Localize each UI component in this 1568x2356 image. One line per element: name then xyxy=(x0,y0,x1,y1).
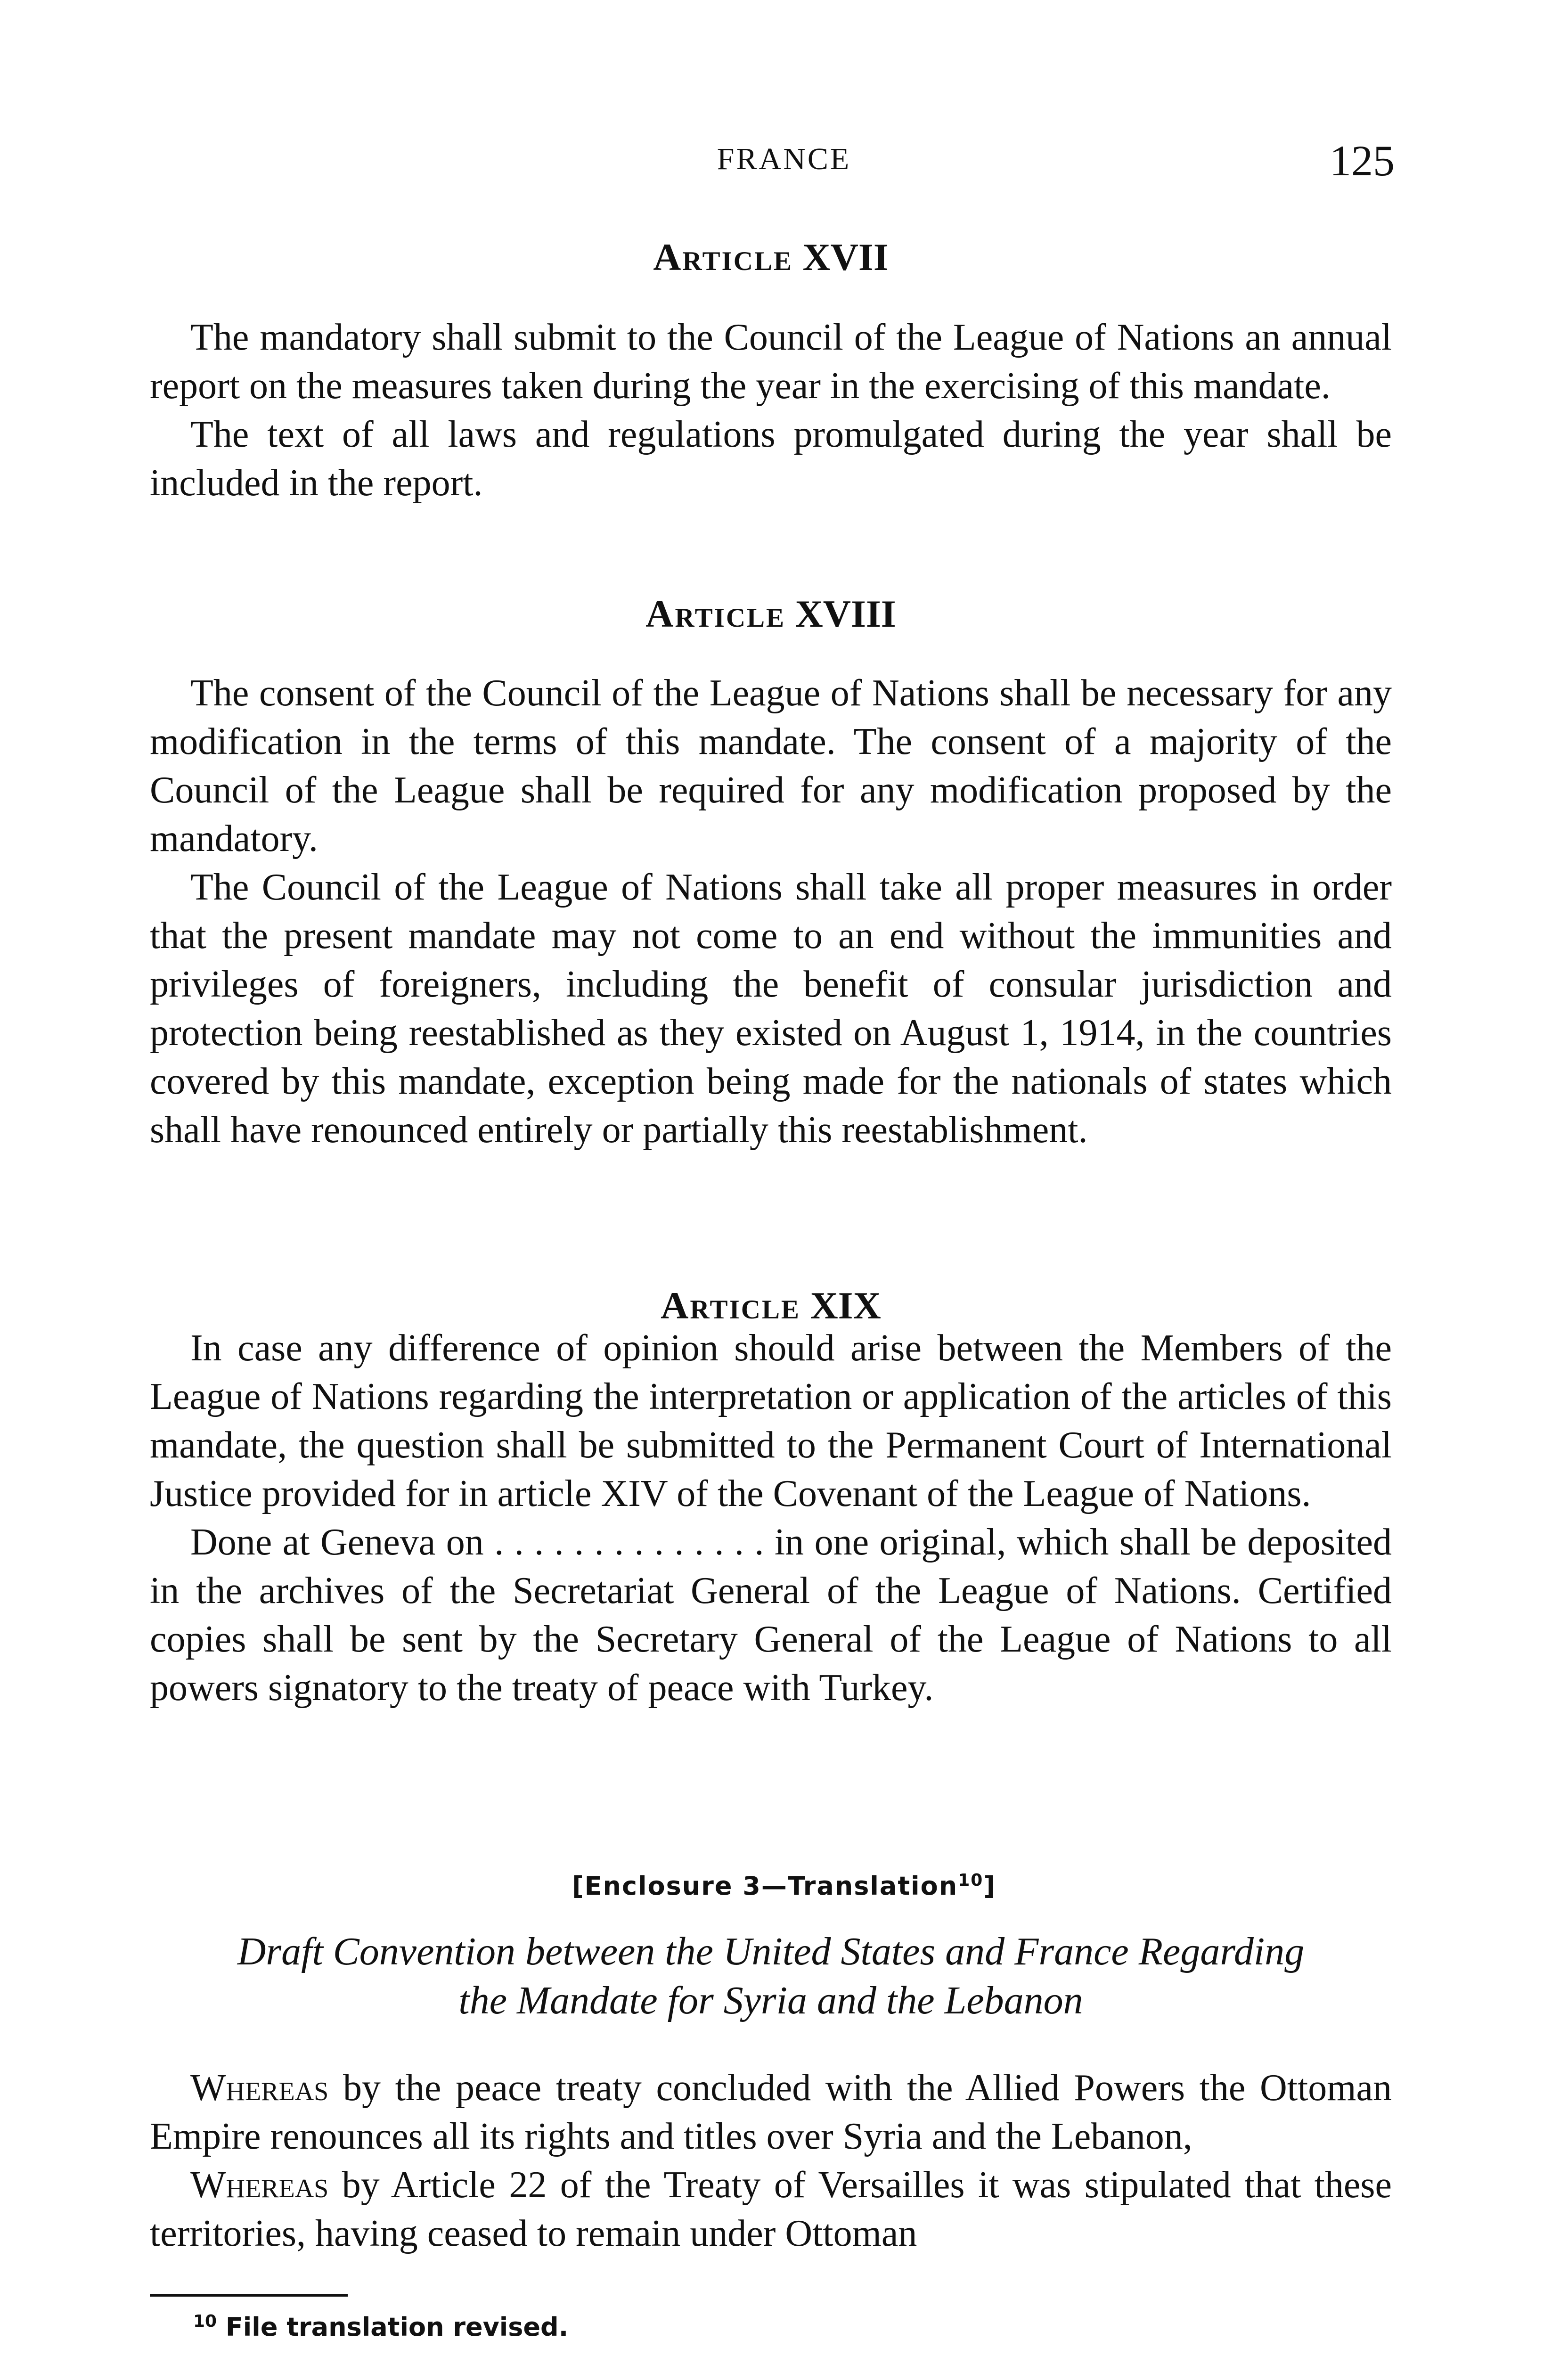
footnote xyxy=(193,2312,568,2342)
enclosure-text: [Enclosure 3—Translation xyxy=(572,1871,958,1901)
whereas-text: by the peace treaty concluded with the Allied Powers the Ottoman Empire renounces all its rights and titles over Syria and the Lebanon, xyxy=(150,2067,1392,2157)
article-19-body xyxy=(150,1324,1392,1712)
footnote-reference: 10 xyxy=(958,1871,984,1890)
footnote-divider xyxy=(150,2294,348,2297)
article-17-body xyxy=(150,313,1392,507)
running-header: FRANCE xyxy=(717,142,851,176)
article-19-heading-block xyxy=(150,1286,1392,1325)
whereas-clause-2 xyxy=(150,2161,1392,2258)
draft-title-line-2: the Mandate for Syria and the Lebanon xyxy=(458,1979,1083,2022)
whereas-text: by Article 22 of the Treaty of Versailles it was stipulated that these territories, having ceased to remain under Ottoman xyxy=(150,2164,1392,2254)
article-19-paragraph-1: In case any difference of opinion should arise between the Members of the League of Nations regarding the interpretation or application of the articles of this mandate, the question shall be submitted to the Permanent Court of International Justice provided for in article XIV of the Covenant of the League of Nations. xyxy=(150,1327,1392,1514)
article-17-heading-block xyxy=(150,238,1392,277)
article-numeral: XVIII xyxy=(795,592,896,635)
article-label: Article xyxy=(653,236,793,278)
article-17-heading xyxy=(150,238,1392,277)
article-19-heading xyxy=(150,1286,1392,1325)
enclosure-caption xyxy=(0,1871,1568,1901)
footnote-text: File translation revised. xyxy=(217,2312,569,2342)
draft-title-line-1: Draft Convention between the United States and France Regarding xyxy=(237,1930,1305,1973)
article-18-heading-block xyxy=(150,592,1392,635)
article-18-paragraph-2: The Council of the League of Nations shall take all proper measures in order that the present mandate may not come to an end without the immunities and privileges of foreigners, including the benefit of consular jurisdiction and protection being reestablished as they existed on August 1, 1914, in the countries covered by this mandate, exception being made for the nationals of states which shall have renounced entirely or partially this reestablishment. xyxy=(150,867,1392,1151)
article-17-paragraph-2: The text of all laws and regulations promulgated during the year shall be included in the report. xyxy=(150,414,1392,504)
footnote-number: 10 xyxy=(193,2312,217,2331)
enclosure-close: ] xyxy=(983,1871,996,1901)
article-18-heading xyxy=(150,592,1392,635)
article-17-paragraph-1: The mandatory shall submit to the Council of the League of Nations an annual report on the measures taken during the year in the exercising of this mandate. xyxy=(150,317,1392,407)
whereas-lead: Whereas xyxy=(190,2164,329,2206)
draft-convention-title xyxy=(150,1927,1392,2025)
page-number: 125 xyxy=(1330,137,1395,185)
whereas-clause-1 xyxy=(150,2064,1392,2161)
article-19-paragraph-2: Done at Geneva on . . . . . . . . . . . . . . in one original, which shall be deposited in the archives of the Secretariat General of the League of Nations. Certified copies shall be sent by the Secretary General of the League of Nations to all powers signatory to the treaty of peace with Turkey. xyxy=(150,1522,1392,1709)
whereas-clauses xyxy=(150,2064,1392,2258)
article-numeral: XVII xyxy=(802,236,889,278)
article-label: Article xyxy=(645,592,786,635)
article-label: Article xyxy=(661,1284,800,1327)
article-18-body xyxy=(150,669,1392,1154)
whereas-lead: Whereas xyxy=(190,2067,329,2109)
article-18-paragraph-1: The consent of the Council of the League of Nations shall be necessary for any modification in the terms of this mandate. The consent of a majority of the Council of the League shall be required for any modification proposed by the mandatory. xyxy=(150,672,1392,859)
article-numeral: XIX xyxy=(810,1284,881,1327)
